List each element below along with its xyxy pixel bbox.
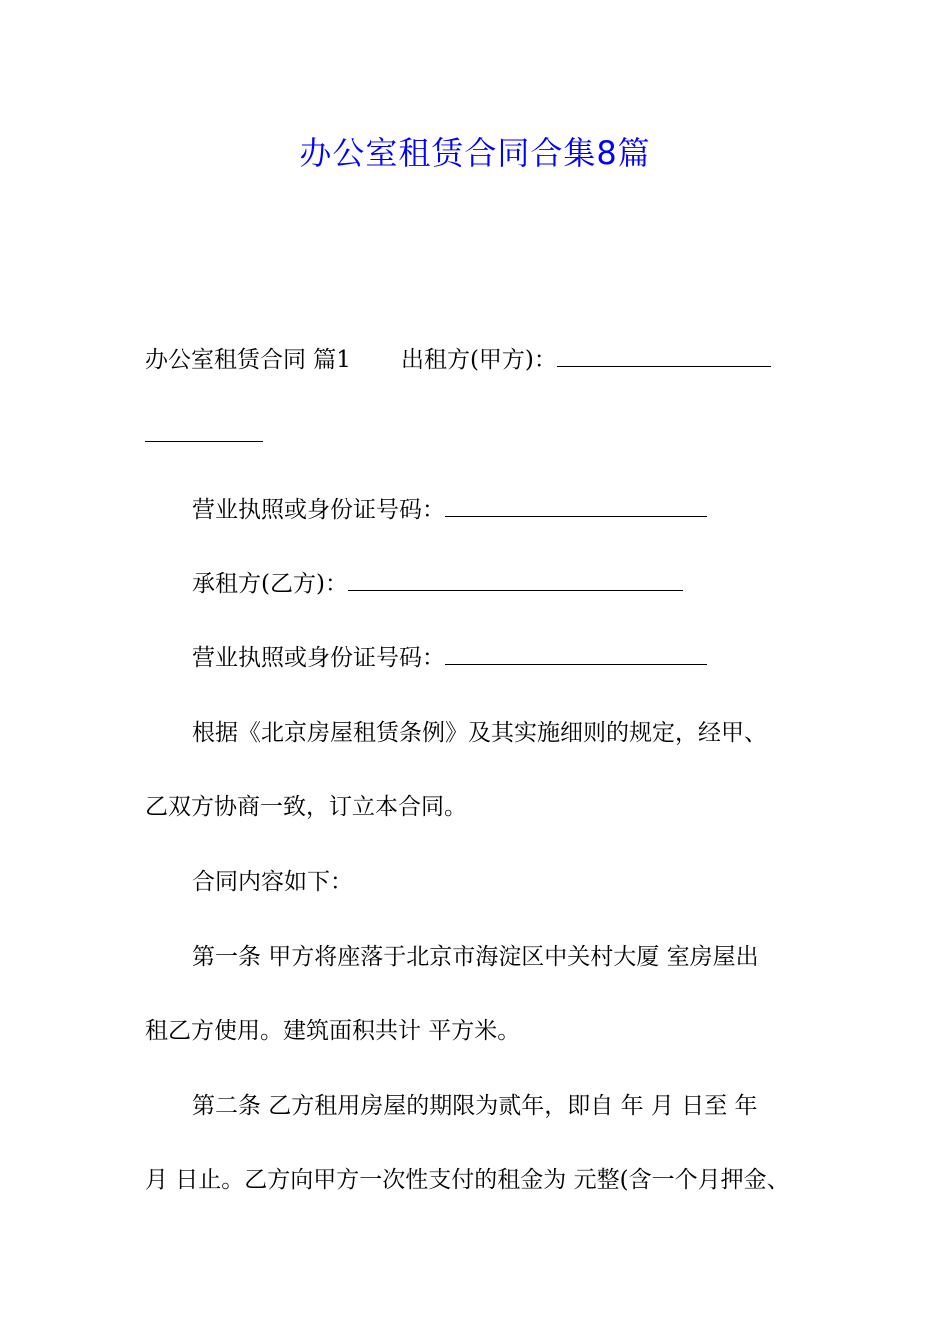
article-2-line-2: 月 日止。乙方向甲方一次性支付的租金为 元整(含一个月押金、	[145, 1167, 790, 1193]
lessor-label: 出租方(甲方)：	[400, 347, 557, 373]
section-heading: 办公室租赁合同 篇1	[145, 347, 351, 373]
lessee-line	[192, 567, 683, 601]
document-title: 办公室租赁合同合集8篇	[299, 134, 651, 172]
license-blank-1	[445, 494, 707, 517]
license-line-2	[192, 641, 707, 675]
license-line-1	[192, 493, 707, 527]
lessor-continuation-line	[145, 418, 263, 452]
license-label-2: 营业执照或身份证号码：	[192, 645, 445, 671]
para-content: 合同内容如下：	[192, 869, 353, 895]
article-1-line-1: 第一条 甲方将座落于北京市海淀区中关村大厦 室房屋出	[192, 944, 759, 970]
lessee-blank	[348, 568, 683, 591]
article-2-line-1: 第二条 乙方租用房屋的期限为贰年，即自 年 月 日至 年	[192, 1093, 758, 1119]
lessor-line	[145, 343, 771, 377]
article-1-line-2: 租乙方使用。建筑面积共计 平方米。	[145, 1018, 521, 1044]
license-blank-2	[445, 642, 707, 665]
lessor-blank-continued	[145, 419, 263, 442]
para-basis-line-2: 乙双方协商一致，订立本合同。	[145, 794, 467, 820]
lessor-blank	[557, 344, 771, 367]
para-basis-line-1: 根据《北京房屋租赁条例》及其实施细则的规定，经甲、	[192, 720, 767, 746]
lessee-label: 承租方(乙方)：	[192, 571, 348, 597]
license-label-1: 营业执照或身份证号码：	[192, 497, 445, 523]
